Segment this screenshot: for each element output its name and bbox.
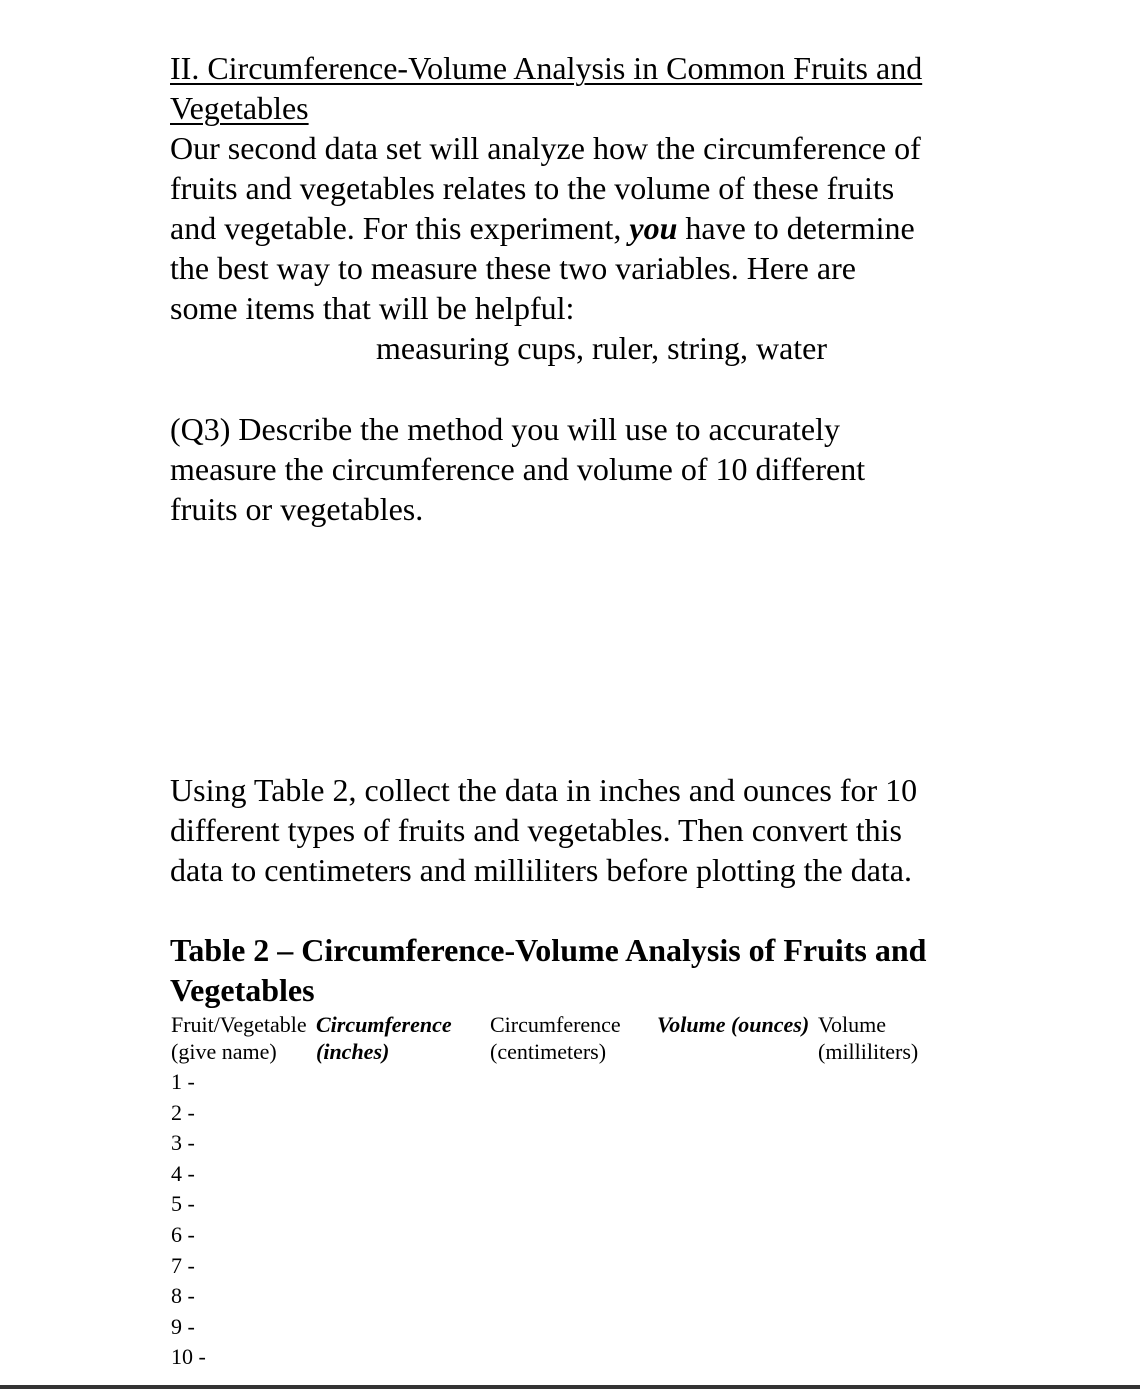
header-circumference-cm-line-2: (centimeters): [490, 1039, 607, 1064]
table-row: 6 -: [171, 1221, 195, 1247]
section-heading: [170, 48, 922, 128]
header-volume-ml-line-1: Volume: [818, 1012, 887, 1037]
page-bottom-rule: [0, 1385, 1140, 1389]
table-instructions: [170, 770, 917, 890]
table-title: [170, 930, 926, 1010]
table-row: 9 -: [171, 1313, 195, 1339]
intro-line-5: some items that will be helpful:: [170, 290, 575, 326]
instructions-line-1: Using Table 2, collect the data in inches and ounces for 10: [170, 772, 918, 808]
q3-line-3: fruits or vegetables.: [170, 491, 424, 527]
intro-line-4: the best way to measure these two variables. Here are: [170, 250, 856, 286]
intro-line-1: Our second data set will analyze how the circumference of: [170, 130, 921, 166]
table-row: 5 -: [171, 1191, 195, 1217]
table-title-line-1: Table 2 – Circumference-Volume Analysis of Fruits and: [170, 932, 927, 968]
table-row: 3 -: [171, 1130, 195, 1156]
intro-line-2: fruits and vegetables relates to the volume of these fruits: [170, 170, 895, 206]
emphasis-you: you: [629, 210, 678, 246]
table-rows: [171, 1067, 206, 1373]
instructions-line-2: different types of fruits and vegetables. Then convert this: [170, 812, 902, 848]
header-circumference-centimeters: [490, 1011, 621, 1065]
table-row: 2 -: [171, 1099, 195, 1125]
header-fruit-vegetable-line-2: (give name): [171, 1039, 277, 1064]
header-circumference-inches-line-2: (inches): [316, 1039, 390, 1064]
table-row: 10 -: [171, 1344, 206, 1370]
header-circumference-inches: [316, 1011, 452, 1065]
table-row: 8 -: [171, 1283, 195, 1309]
section-heading-line-1: II. Circumference-Volume Analysis in Common Fruits and: [170, 50, 923, 86]
header-fruit-vegetable-line-1: Fruit/Vegetable: [171, 1012, 307, 1037]
header-circumference-cm-line-1: Circumference: [490, 1012, 621, 1037]
section-heading-line-2: Vegetables: [170, 90, 309, 126]
header-fruit-vegetable: [171, 1011, 307, 1065]
table-row: 4 -: [171, 1160, 195, 1186]
intro-line-3-start: and vegetable. For this experiment,: [170, 210, 630, 246]
helpful-items: measuring cups, ruler, string, water: [376, 330, 828, 366]
q3-line-2: measure the circumference and volume of 10 different: [170, 451, 866, 487]
intro-paragraph: [170, 128, 921, 328]
q3-line-1: (Q3) Describe the method you will use to accurately: [170, 411, 840, 447]
intro-line-3-end: have to determine: [677, 210, 915, 246]
question-q3: [170, 409, 865, 529]
header-volume-ounces-line-1: Volume (ounces): [657, 1012, 810, 1037]
table-title-line-2: Vegetables: [170, 972, 315, 1008]
intro-line-3: [170, 208, 921, 248]
instructions-line-3: data to centimeters and milliliters before plotting the data.: [170, 852, 912, 888]
header-volume-milliliters: [818, 1011, 918, 1065]
table-row: 7 -: [171, 1252, 195, 1278]
header-volume-ml-line-2: (milliliters): [818, 1039, 919, 1064]
table-row: 1 -: [171, 1069, 195, 1094]
header-circumference-inches-line-1: Circumference: [316, 1012, 452, 1037]
header-volume-ounces: [657, 1011, 809, 1038]
